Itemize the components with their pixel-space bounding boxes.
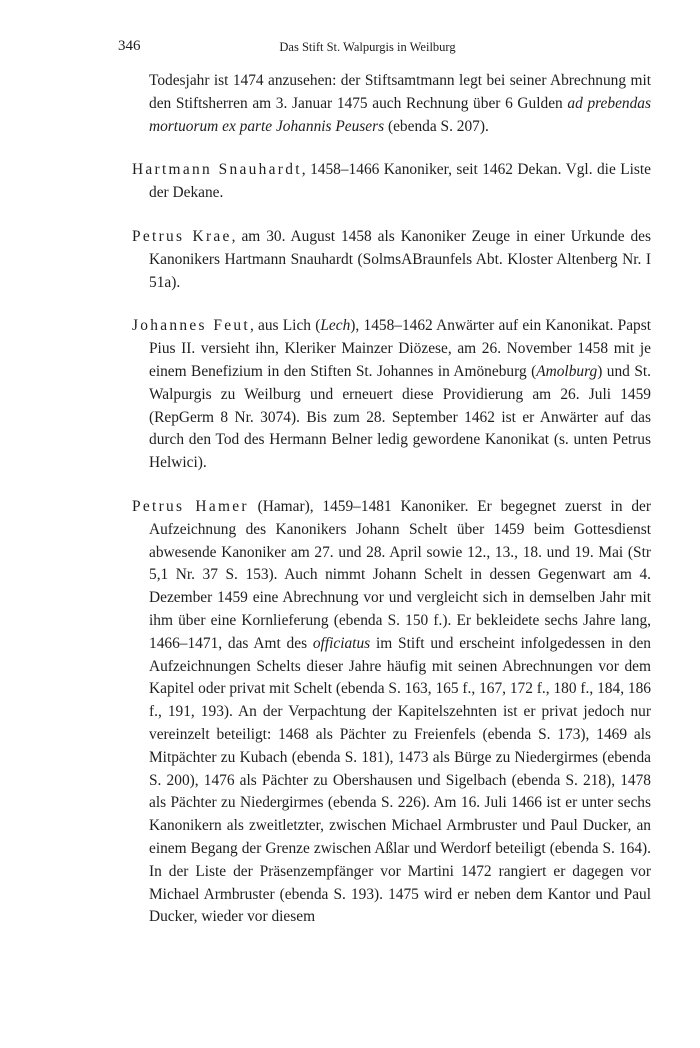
italic-text: Amolburg bbox=[536, 362, 598, 380]
italic-text: officiatus bbox=[312, 634, 371, 652]
text-segment: (Hamar), 1459–1481 Kanoniker. Er begegnet zuerst in der Aufzeichnung des Kanonikers Johann Schelt über 1459 beim Gottesdienst abwesende Kanoniker am 27. und 28. April sowie 12., 13., 18. und 19. Mai (Str 5,1 Nr. 37 S. 153). Auch nimmt Johann Schelt in dessen Gegenwart am 4. Dezember 1459 eine Abrechnung vor und vergleicht sich in demselben Jahr mit ihm über eine Kornlieferung (ebenda S. 150 f.). Er bekleidete sechs Jahre lang, 1466–1471, das Amt des bbox=[149, 497, 651, 652]
italic-text: ad prebendas mortuorum ex parte Johannis Peusers bbox=[149, 94, 651, 135]
italic-text: Lech bbox=[320, 317, 351, 335]
entry-name: Hartmann Snauhardt bbox=[132, 161, 302, 179]
text-segment: im Stift und erscheint infolgedessen in den Aufzeichnungen Schelts dieser Jahre häufig mit seinen Abrechnungen vor dem Kapitel oder privat mit Schelt (ebenda S. 163, 165 f., 167, 172 f., 180 f., 184, 186 f., 191, 193). An der Verpachtung der Kapitelszehnten ist er privat jedoch nur vereinzelt beteiligt: 1468 als Pächter zu Freienfels (ebenda S. 173), 1469 als Mitpächter zu Kubach (ebenda S. 181), 1473 als Bürge zu Niedergirmes (ebenda S. 200), 1476 als Pächter zu Obershausen und Sigelbach (ebenda S. 218), 1478 als Pächter zu Niedergirmes (ebenda S. 226). Am 16. Juli 1466 ist er unter sechs Kanonikern als zweitletzter, zwischen Michael Armbruster und Paul Ducker, an einem Begang der Grenze zwischen Aßlar und Werdorf beteiligt (ebenda S. 164). In der Liste der Präsenzempfänger vor Martini 1472 rangiert er dagegen vor Michael Armbruster (ebenda S. 193). 1475 wird er neben dem Kantor und Paul Ducker, wieder vor diesem bbox=[149, 634, 651, 926]
entry-petrus-krae bbox=[132, 226, 651, 294]
text-segment: ), 1458–1462 Anwärter auf ein Kanonikat. Papst Pius II. versieht ihn, Kleriker Mainzer Diözese, am 26. November 1458 mit je einem Benefizium in den Stiften St. Johannes in Amöneburg ( bbox=[149, 317, 651, 380]
body-text bbox=[132, 70, 651, 929]
entry-hartmann-snauhardt bbox=[132, 159, 651, 205]
running-title: Das Stift St. Walpurgis in Weilburg bbox=[279, 40, 456, 54]
entry-petrus-hamer bbox=[132, 496, 651, 929]
text-segment: ) und St. Walpurgis zu Weilburg und erneuert diese Providierung am 26. Juli 1459 (RepGerm 8 Nr. 3074). Bis zum 28. September 1462 ist er Anwärter auf das durch den Tod des Hermann Belner ledig gewordene Kanonikat (s. unten Petrus Helwici). bbox=[149, 362, 651, 472]
page-number: 346 bbox=[118, 38, 141, 54]
text-segment: (ebenda S. 207). bbox=[384, 117, 489, 135]
text-segment: Todesjahr ist 1474 anzusehen: der Stiftsamtmann legt bei seiner Abrechnung mit den Stiftsherren am 3. Januar 1475 auch Rechnung über 6 Gulden bbox=[149, 72, 651, 112]
text-segment: , am 30. August 1458 als Kanoniker Zeuge in einer Urkunde des Kanonikers Hartmann Snauhardt (SolmsABraunfels Abt. Kloster Altenberg Nr. I 51a). bbox=[149, 227, 652, 291]
entry-name: Petrus Hamer bbox=[132, 497, 249, 515]
text-segment: , 1458–1466 Kanoniker, seit 1462 Dekan. Vgl. die Liste der Dekane. bbox=[149, 161, 651, 202]
text-segment: , aus Lich ( bbox=[249, 317, 321, 335]
entry-name: Petrus Krae bbox=[132, 227, 232, 245]
entry-name: Johannes Feut bbox=[132, 317, 250, 335]
entry-johannes-feut bbox=[132, 315, 651, 475]
paragraph-continuation bbox=[132, 70, 651, 138]
